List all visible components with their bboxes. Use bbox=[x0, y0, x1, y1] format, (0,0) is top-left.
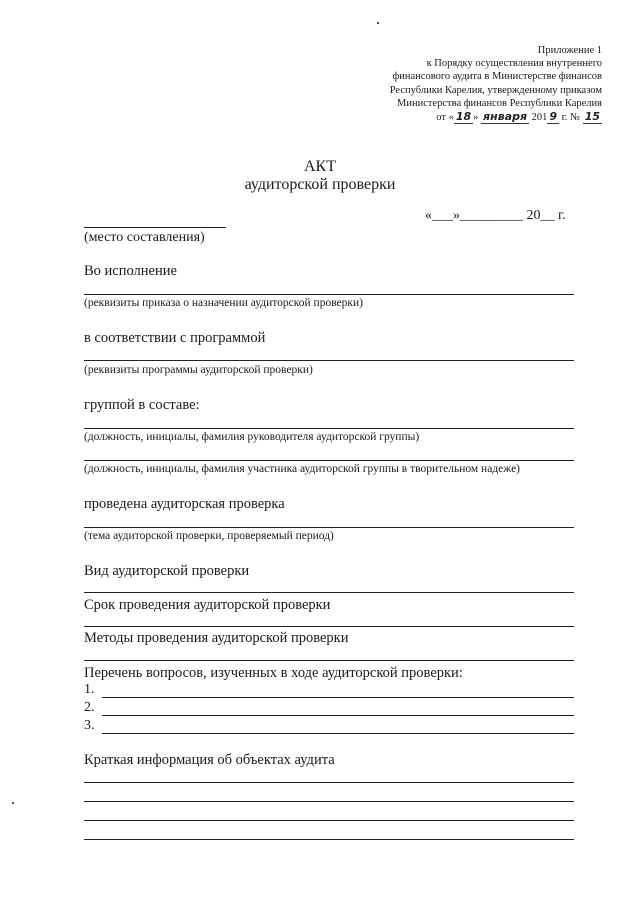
month-sep: » bbox=[473, 112, 482, 124]
group-head-hint: (должность, инициалы, фамилия руководителя аудиторской группы) bbox=[84, 431, 420, 443]
question-blank-line[interactable] bbox=[102, 697, 574, 698]
audit-type-label: Вид аудиторской проверки bbox=[84, 563, 250, 579]
objects-label: Краткая информация об объектах аудита bbox=[84, 752, 335, 768]
number-prefix: г. № bbox=[559, 112, 583, 124]
audit-methods-label: Методы проведения аудиторской проверки bbox=[84, 630, 349, 646]
objects-blank-line[interactable] bbox=[84, 839, 574, 840]
document-subtitle: аудиторской проверки bbox=[244, 176, 396, 193]
audit-type-blank-line[interactable] bbox=[84, 592, 574, 593]
appendix-order-line bbox=[390, 110, 602, 124]
execution-hint: (реквизиты приказа о назначении аудиторской проверки) bbox=[84, 297, 363, 309]
conducted-hint: (тема аудиторской проверки, проверяемый период) bbox=[84, 530, 334, 542]
audit-term-label: Срок проведения аудиторской проверки bbox=[84, 597, 331, 613]
from-prefix: от « bbox=[436, 112, 454, 124]
objects-blank-line[interactable] bbox=[84, 782, 574, 783]
question-number: 1. bbox=[84, 682, 95, 697]
appendix-line: Республики Карелия, утвержденному приказом bbox=[389, 84, 602, 96]
appendix-line: Приложение 1 bbox=[537, 45, 602, 56]
question-number: 3. bbox=[84, 718, 95, 733]
objects-blank-line[interactable] bbox=[84, 801, 574, 802]
execution-blank-line[interactable] bbox=[84, 294, 574, 295]
scan-speck bbox=[377, 22, 379, 24]
place-label: (место составления) bbox=[84, 230, 205, 245]
execution-label: Во исполнение bbox=[84, 263, 177, 279]
objects-blank-line[interactable] bbox=[84, 820, 574, 821]
scan-speck bbox=[12, 802, 14, 804]
group-head-blank-line[interactable] bbox=[84, 428, 574, 429]
audit-methods-blank-line[interactable] bbox=[84, 660, 574, 661]
audit-term-blank-line[interactable] bbox=[84, 626, 574, 627]
appendix-line: финансового аудита в Министерстве финансов bbox=[392, 71, 602, 83]
date-field[interactable]: «___»_________ 20__ г. bbox=[425, 208, 566, 223]
handwritten-month: января bbox=[483, 110, 528, 124]
year-prefix: 201 bbox=[529, 112, 548, 124]
group-label: группой в составе: bbox=[84, 397, 200, 413]
conducted-blank-line[interactable] bbox=[84, 527, 574, 528]
group-member-blank-line[interactable] bbox=[84, 460, 574, 461]
appendix-line: к Порядку осуществления внутреннего bbox=[426, 58, 602, 70]
handwritten-order-number: 15 bbox=[584, 110, 600, 124]
appendix-line: Министерства финансов Республики Карелия bbox=[397, 97, 602, 109]
question-blank-line[interactable] bbox=[102, 715, 574, 716]
handwritten-day: 18 bbox=[455, 110, 472, 124]
program-hint: (реквизиты программы аудиторской проверки) bbox=[84, 364, 313, 376]
group-member-hint: (должность, инициалы, фамилия участника аудиторской группы в творительном надеже) bbox=[84, 463, 521, 475]
appendix-header bbox=[390, 44, 602, 124]
place-blank-line[interactable] bbox=[84, 227, 226, 228]
program-label: в соответствии с программой bbox=[84, 330, 266, 346]
question-number: 2. bbox=[84, 700, 95, 715]
questions-label: Перечень вопросов, изученных в ходе аудиторской проверки: bbox=[84, 665, 463, 681]
handwritten-year-digit: 9 bbox=[549, 110, 558, 124]
conducted-label: проведена аудиторская проверка bbox=[84, 496, 285, 512]
document-title: АКТ bbox=[304, 158, 336, 175]
program-blank-line[interactable] bbox=[84, 360, 574, 361]
question-blank-line[interactable] bbox=[102, 733, 574, 734]
